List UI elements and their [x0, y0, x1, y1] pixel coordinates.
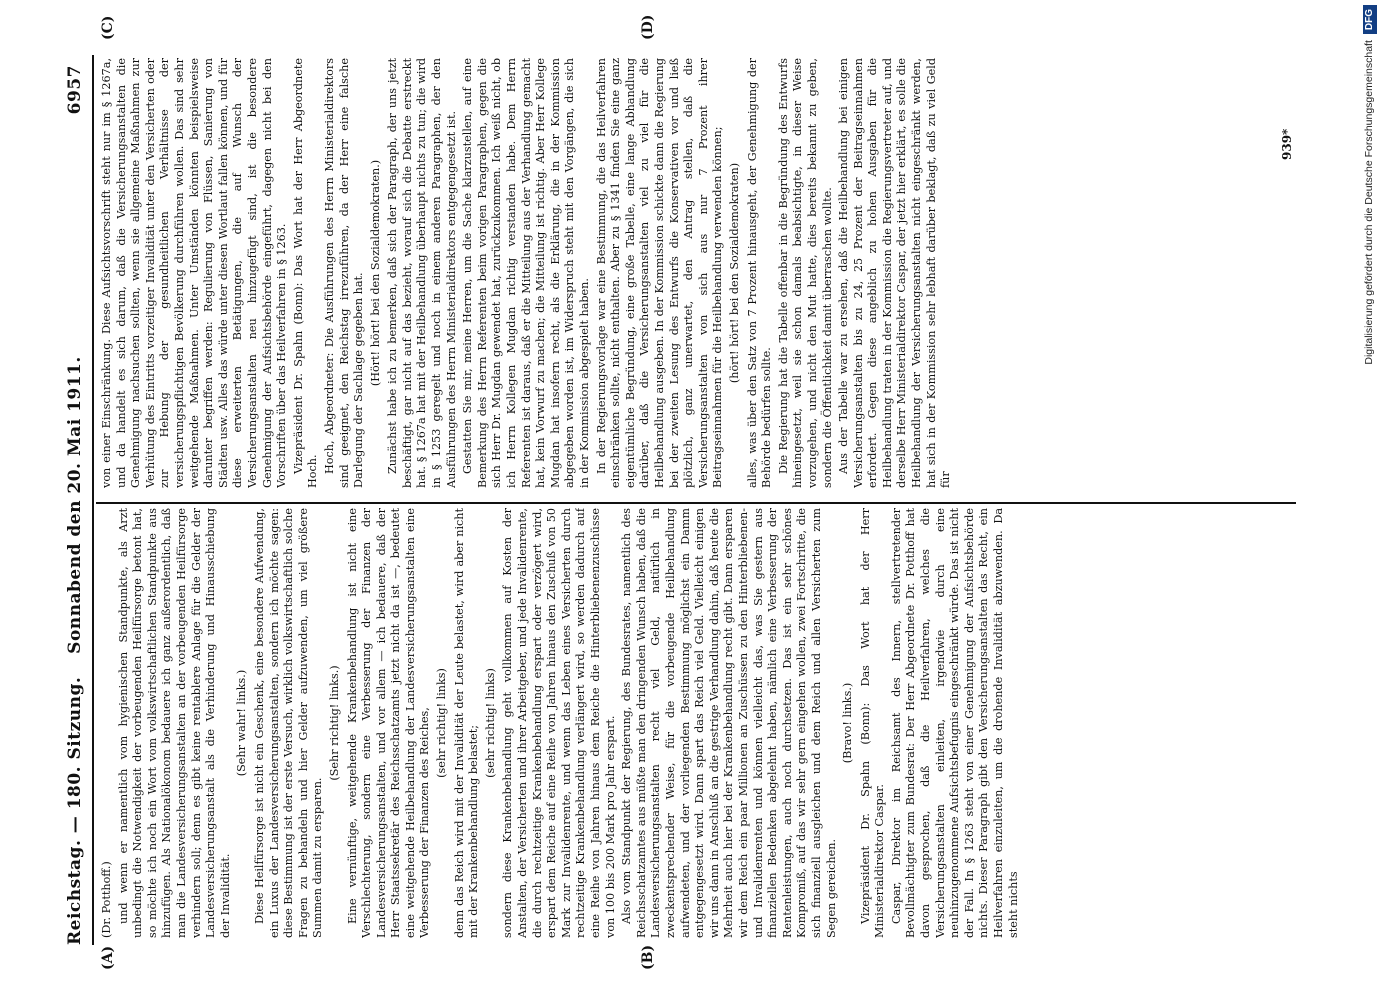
paragraph: Eine vernünftige, weitgehende Krankenbehandlung ist nicht eine Verschlechterung, sondern eine Verbesserung der Finanzen der Landesversicherungsanstalten, und vor allem — ich bedauere, daß der Herr Staatssekretär des Reichsschatzamts jetzt nicht da ist —, bedeutet eine weitgehende Heilbehandlung der Landesversicherungsanstalten eine Verbesserung der Finanzen des Reiches,: [345, 508, 432, 938]
header-center: Sonnabend den 20. Mai 1911.: [65, 356, 85, 654]
header-rule: [92, 55, 94, 945]
paragraph: von einer Einschränkung. Diese Aufsichtsvorschrift steht nur im § 1267a, und da handelt es sich darum, daß die Versicherungsanstalten die Genehmigung nachsuchen sollten, wenn sie allgemeine Maßnahmen zur Verhütung des Eintritts vorzeitiger Invalidität unter den Versicherten oder zur Hebung der gesundheitlichen Verhältnisse der versicherungspflichtigen Bevölkerung durchführen wollen. Das sind sehr weitgehende Maßnahmen. Unter Umständen könnten beispielsweise darunter begriffen werden: Regulierung von Flüssen, Sanierung von Städten usw. Alles das würde unter diesen Wortlaut fallen können, und für diese erweiterten Betätigungen, die auf Wunsch der Versicherungsanstalten neu hinzugefügt sind, ist die besondere Genehmigung der Aufsichtsbehörde eingeführt, dagegen nicht bei den Vorschriften über das Heilverfahren in § 1263.: [100, 58, 289, 488]
paragraph: Aus der Tabelle war zu ersehen, daß die Heilbehandlung bei einigen Versicherungsanstalten bis zu 24, 25 Prozent der Beitragseinnahmen erfordert. Gegen diese angeblich zu hohen Ausgaben für die Heilbehandlung traten in der Kommission die Regierungsvertreter auf, und derselbe Herr Ministerialdirektor Caspar, der jetzt hier erklärt, es solle die Heilbehandlung der Versicherungsanstalten nicht eingeschränkt werden, hat sich in der Kommission sehr lebhaft darüber beklagt, daß zu viel Geld für: [837, 58, 953, 488]
header-left: Reichstag. — 180. Sitzung.: [65, 676, 85, 945]
left-column: [100, 508, 1280, 938]
paragraph: Also vom Standpunkt der Regierung, des Bundesrates, namentlich des Reichsschatzamtes aus müßte man den dringenden Wunsch haben, daß die Landesversicherungsanstalten recht viel Geld, natürlich in zweckentsprechender Weise, für die vorbeugende Heilbehandlung aufwendeten, und der vorliegenden Bestimmung möglichst ein Damm entgegengesetzt wird. Dann spart das Reich viel Geld. Vielleicht einigen wir uns dann in Anschluß an die gestrige Verhandlung dahin, daß heute die Mehrheit auch hier bei der Krankenbehandlung recht gibt. Dann ersparen wir dem Reich ein paar Millionen an Zuschüssen zu den Hinterbliebenen- und Invalidenrenten und können vielleicht das, was Sie gestern aus finanziellen Bedenken abgelehnt haben, nämlich eine Verbesserung der Rentenleistungen, auch noch durchsetzen. Das ist ein sehr schönes Kompromiß, auf das wir sehr gern eingehen wollen, zwei Fortschritte, die sich finanziell ausgleichen und dem Reich und allen Versicherten zum Segen gereichen.: [620, 508, 838, 938]
interjection: (Hört! hört! bei den Sozialdemokraten.): [368, 159, 382, 387]
speaker-note: (Dr. Potthoff.): [100, 861, 113, 938]
paragraph: Die Regierung hat die Tabelle offenbar in die Begründung des Entwurfs hineingesetzt, weil sie schon damals beabsichtigte, in dieser Weise vorzugehen, und nicht den Mut hatte, dies bereits bekannt zu geben, sondern die Öffentlichkeit damit überraschen wollte.: [776, 58, 834, 488]
interjection: (Sehr richtig! links.): [327, 665, 341, 781]
paragraph: denn das Reich wird mit der Invalidität der Leute belastet, wird aber nicht mit der Krankenbehandlung belastet;: [452, 508, 481, 938]
paragraph: sondern diese Krankenbehandlung geht vollkommen auf Kosten der Anstalten, der Versicherten und ihrer Arbeitgeber, und jede Invalidenrente, die durch rechtzeitige Krankenbehandlung erspart oder verzögert wird, erspart dem Reiche auf eine Reihe von Jahren hinaus den Zuschuß von 50 Mark zur Invalidenrente, und wenn das Leben eines Versicherten durch rechtzeitige Krankenbehandlung verlängert wird, so werden dadurch auf eine Reihe von Jahren hinaus dem Reiche die Hinterbliebenenzuschüsse von 100 bis 200 Mark pro Jahr erspart.: [501, 508, 617, 938]
paragraph: In der Regierungsvorlage war eine Bestimmung, die das Heilverfahren einschränken sollte, nicht enthalten. Aber zu § 1341 finden Sie eine ganz eigentümliche Begründung, eine große Tabelle, eine lange Abhandlung darüber, daß die Versicherungsanstalten viel zu viel für die Heilbehandlung ausgeben. In der Kommission schickte dann die Regierung bei der zweiten Lesung des Entwurfs die Konservativen vor und ließ plötzlich, ganz unerwartet, den Antrag stellen, daß die Versicherungsanstalten von sich aus nur 7 Prozent ihrer Beitragseinnahmen für die Heilbehandlung verwenden können;: [594, 58, 725, 488]
credit-text: Digitalisierung gefördert durch die Deutsche Forschungsgemeinschaft: [1363, 40, 1375, 365]
right-column: [100, 58, 1280, 488]
paragraph: Diese Heilfürsorge ist nicht ein Geschenk, eine besondere Aufwendung, ein Luxus der Landesversicherungsanstalten, sondern ich möchte sagen: diese Bestimmung ist der erste Versuch, wirklich volkswirtschaftlich solche Fragen zu behandeln und hier Gelder aufzuwenden, um viel größere Summen damit zu ersparen.: [252, 508, 325, 938]
interjection: (sehr richtig! links): [483, 668, 497, 778]
interjection: (hört! hört! bei den Sozialdemokraten): [727, 162, 741, 384]
page-mark: 939*: [1280, 128, 1294, 160]
margin-marker-c: (C): [100, 15, 116, 40]
header-page-number: 6957: [65, 65, 85, 115]
paragraph: Caspar, Direktor im Reichsamt des Innern, stellvertretender Bevollmächtigter zum Bundesrat: Der Herr Abgeordnete Dr. Potthoff hat davon gesprochen, daß die Heilverfahren, welches die Versicherungsanstalten einleiten, irgendwie durch eine neuhinzugenommene Aufsichtsbefugnis eingeschränkt würde. Das ist nicht der Fall. In § 1263 steht von einer Genehmigung der Aufsichtsbehörde nichts. Dieser Paragraph gibt den Versicherungsanstalten das Recht, ein Heilverfahren einzuleiten, um die drohende Invalidität abzuwenden. Da steht nichts: [889, 508, 1020, 938]
interjection: (sehr richtig! links): [435, 668, 449, 778]
paragraph: Hoch, Abgeordneter: Die Ausführungen des Herrn Ministerialdirektors sind geeignet, den Reichstag irrezuführen, da der Herr eine falsche Darlegung der Sachlage gegeben hat.: [322, 58, 366, 488]
column-rule: [96, 502, 1296, 504]
margin-marker-a: (A): [100, 945, 116, 970]
paragraph: Vizepräsident Dr. Spahn (Bonn): Das Wort hat der Herr Abgeordnete Hoch.: [291, 58, 320, 488]
interjection: (Sehr wahr! links.): [235, 669, 249, 777]
margin-marker-d: (D): [640, 14, 656, 40]
paragraph: Zunächst habe ich zu bemerken, daß sich der Paragraph, der uns jetzt beschäftigt, gar nicht auf das bezieht, worauf sich die Debatte erstreckt hat. § 1267a hat mit der Heilbehandlung überhaupt nichts zu tun; die wird in § 1253 geregelt und noch in einem anderen Paragraphen, der den Ausführungen des Herrn Ministerialdirektors entgegengesetzt ist.: [386, 58, 458, 488]
margin-marker-b: (B): [640, 944, 656, 970]
interjection: (Bravo! links.): [841, 682, 855, 764]
paragraph: alles, was über den Satz von 7 Prozent hinausgeht, der Genehmigung der Behörde bedürfen sollte.: [745, 58, 774, 488]
paragraph: und wenn er namentlich vom hygienischen Standpunkte, als Arzt unbedingt die Notwendigkeit der vorbeugenden Heilfürsorge betont hat, so möchte ich noch ein Wort vom volkswirtschaftlichen Standpunkte aus hinzufügen. Als Nationalökonom bedauere ich ganz außerordentlich, daß man die Landesversicherungsanstalten an der vorbeugenden Heilfürsorge verhindern soll; denn es gibt keine rentablere Anlage für die Gelder der Landesversicherungsanstalt als die Verhinderung und Hinausschiebung der Invalidität.: [116, 508, 232, 938]
paragraph: Gestatten Sie mir, meine Herren, um die Sache klarzustellen, auf eine Bemerkung des Herrn Referenten beim vorigen Paragraphen, gegen die sich Herr Dr. Mugdan gewendet hat, zurückzukommen. Ich weiß nicht, ob ich Herrn Kollegen Mugdan richtig verstanden habe. Dem Herrn Referenten ist daraus, daß er die Mitteilung aus der Verhandlung gemacht hat, kein Vorwurf zu machen; die Mitteilung ist richtig. Aber Herr Kollege Mugdan hat insofern recht, als die Erklärung, die in der Kommission abgegeben worden ist, im Widerspruch steht mit den Vorgängen, die sich in der Kommission abgespielt haben.: [461, 58, 591, 488]
dfg-logo-icon: DFG: [1363, 5, 1377, 34]
page-header: [65, 65, 91, 945]
sidebar: [1352, 5, 1382, 995]
paragraph: Vizepräsident Dr. Spahn (Bonn): Das Wort hat der Herr Ministerialdirektor Caspar.: [858, 508, 887, 938]
sidebar-credit: [1358, 5, 1383, 995]
